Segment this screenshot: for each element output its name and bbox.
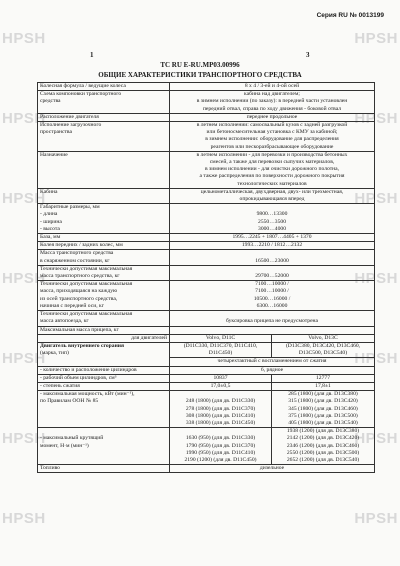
- row-label: Технически допустимая максимальная масса, приходящаяся на каждую из осей транспортного средства, начиная с передней оси, кг: [38, 281, 170, 311]
- row-value: 9800…13300 2550…3500 3000…4000: [170, 204, 375, 234]
- watermark: HPSH: [2, 30, 46, 47]
- row-value: 29700…52000: [170, 265, 375, 280]
- watermark: HPSH: [354, 430, 398, 447]
- watermark: HPSH: [354, 110, 398, 127]
- engine-type: четырехтактный с воспламенением от сжатия: [170, 358, 375, 366]
- table-row: [38, 204, 375, 234]
- spec-table: [37, 82, 375, 473]
- row-value: кабина над двигателем; в зимнем исполнении (по заказу): в передней части установлен передний отвал, справа по ходу движения - боковой отвал: [170, 91, 375, 114]
- table-row: [38, 91, 375, 114]
- row-value: 1993…2210 / 1812…2132: [170, 242, 375, 250]
- watermark: HPSH: [354, 510, 398, 527]
- watermark: HPSH: [2, 110, 46, 127]
- series-number: Серия RU № 0013199: [316, 12, 384, 19]
- row-label: Масса транспортного средства в снаряженном состоянии, кг: [38, 250, 170, 265]
- table-row: [38, 334, 375, 342]
- row-label: Расположение двигателя: [38, 113, 170, 121]
- engine-models: (D13C380, D13C420, D13C460, D13C500, D13C540): [272, 342, 375, 357]
- watermark: HPSH: [2, 270, 46, 287]
- document-number: TC RU E-RU.MP03.00996: [160, 61, 240, 69]
- table-row: [38, 428, 375, 465]
- row-value: 1938 (1200) (для дв. D13C380) 2142 (1200) (для дв. D13C420) 2346 (1200) (для дв. D13C460) 2550 (1200) (для дв. D13C500) 2652 (1200) (для дв. D13C540): [272, 428, 375, 465]
- row-value: дизельное: [170, 465, 375, 473]
- row-label: для двигателей: [38, 334, 170, 342]
- row-label: Габаритные размеры, мм - длина - ширина - высота: [38, 204, 170, 234]
- row-label: - максимальная мощность, кВт (мин⁻¹), по Правилам ООН № 85: [38, 391, 170, 428]
- watermark: HPSH: [2, 190, 46, 207]
- row-label: - рабочий объем цилиндров, см³: [38, 374, 170, 382]
- watermark: HPSH: [2, 430, 46, 447]
- watermark: HPSH: [2, 510, 46, 527]
- table-row: [38, 122, 375, 152]
- row-value: 248 (1800) (для дв. D11C330) 278 (1800) (для дв. D11C370) 308 (1800) (для дв. D11C410) 338 (1800) (для дв. D11C450): [170, 391, 272, 428]
- row-value: 12777: [272, 374, 375, 382]
- page-number-right: 3: [306, 51, 310, 59]
- engine-column-title: Volvo, D13C: [272, 334, 375, 342]
- row-value: 8 х 4 / 3-ей и 4-ой осей: [170, 83, 375, 91]
- row-value: 1630 (950) (для дв. D11C330) 1790 (950) (для дв. D11C370) 1990 (950) (для дв. D11C410) 2190 (1200) (для дв. D11C450): [170, 428, 272, 465]
- table-row: [38, 250, 375, 265]
- row-label: Кабина: [38, 188, 170, 203]
- row-value: 10837: [170, 374, 272, 382]
- watermark: HPSH: [354, 190, 398, 207]
- row-label: Исполнение загрузочного пространства: [38, 122, 170, 152]
- row-value: 16500…23000: [170, 250, 375, 265]
- table-row: [38, 83, 375, 91]
- row-label: Назначение: [38, 151, 170, 188]
- row-value: [170, 326, 375, 334]
- engine-column-title: Volvo, D11C: [170, 334, 272, 342]
- table-row: [38, 281, 375, 311]
- table-row: [38, 151, 375, 188]
- row-value: в летнем исполнении - для перевозки и производства бетонных смесей, а также для перевозки сыпучих материалов, в зимнем исполнении - для очистки дорожного полотна, а также распределения по поверхности дорожного покрытия технологических материалов: [170, 151, 375, 188]
- watermark: HPSH: [2, 350, 46, 367]
- table-row: [38, 366, 375, 374]
- table-row: [38, 374, 375, 382]
- row-value: переднее продольное: [170, 113, 375, 121]
- row-label: Топливо: [38, 465, 170, 473]
- row-value: цельнометаллическая, двухдверная, двух- или трехместная, опрокидывающаяся вперед: [170, 188, 375, 203]
- row-label: - максимальный крутящий момент, Н·м (мин⁻¹): [38, 428, 170, 465]
- engine-models: (D11C330, D11C370, D11C410, D11C450): [170, 342, 272, 357]
- row-label: База, мм: [38, 234, 170, 242]
- watermark: HPSH: [354, 270, 398, 287]
- row-value: 17,0±0,5: [170, 382, 272, 390]
- table-row: [38, 113, 375, 121]
- row-label: Колесная формула / ведущие колеса: [38, 83, 170, 91]
- table-row: [38, 234, 375, 242]
- table-row: [38, 342, 375, 357]
- row-value: 1995…2245 + 1807…4405 + 1370: [170, 234, 375, 242]
- row-label: Технически допустимая максимальная масса транспортного средства, кг: [38, 265, 170, 280]
- row-label: Технически допустимая максимальная масса автопоезда, кг: [38, 311, 170, 326]
- row-value: 7100…10000 / 7100…10000 / 10500…16000 / 6300…16000: [170, 281, 375, 311]
- table-row: [38, 242, 375, 250]
- row-value: 6, рядное: [170, 366, 375, 374]
- row-label: Схема компоновки транспортного средства: [38, 91, 170, 114]
- table-row: [38, 391, 375, 428]
- watermark: HPSH: [354, 30, 398, 47]
- table-row: [38, 265, 375, 280]
- row-label: Колея передних / задних колес, мм: [38, 242, 170, 250]
- table-row: [38, 465, 375, 473]
- row-value: 17,8±1: [272, 382, 375, 390]
- row-label: Максимальная масса прицепа, кг: [38, 326, 170, 334]
- table-row: [38, 382, 375, 390]
- watermark: HPSH: [354, 350, 398, 367]
- row-label: Двигатель внутреннего сгорания (марка, тип): [38, 342, 170, 366]
- row-value: буксировка прицепа не предусмотрена: [170, 311, 375, 326]
- table-row: [38, 326, 375, 334]
- page-number-left: 1: [90, 51, 94, 59]
- row-label: - степень сжатия: [38, 382, 170, 390]
- row-label: - количество и расположение цилиндров: [38, 366, 170, 374]
- table-row: [38, 311, 375, 326]
- page-title: ОБЩИЕ ХАРАКТЕРИСТИКИ ТРАНСПОРТНОГО СРЕДСТВА: [98, 71, 302, 79]
- row-value: в летнем исполнении: самосвальный кузов с задней разгрузкой или бетоносмесительная установка с КМУ за кабиной; в зимнем исполнении: оборудование для распределения реагентов или пескоразбрасывающее оборудование: [170, 122, 375, 152]
- table-row: [38, 188, 375, 203]
- row-value: 285 (1800) (для дв. D13C380) 315 (1800) (для дв. D13C420) 345 (1800) (для дв. D13C460) 375 (1800) (для дв. D13C500) 405 (1800) (для дв. D13C540): [272, 391, 375, 428]
